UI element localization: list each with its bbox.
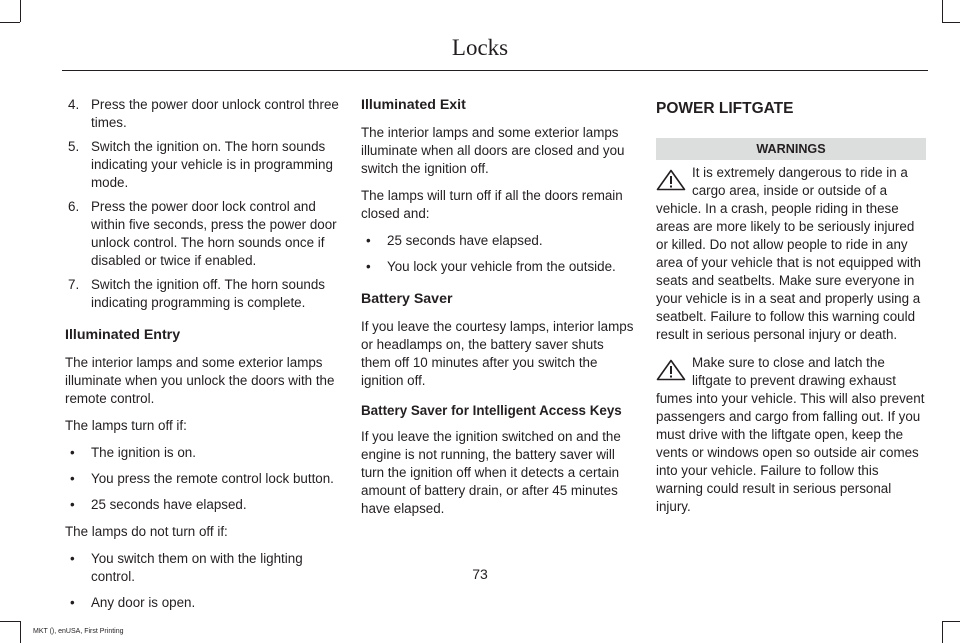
paragraph: If you leave the courtesy lamps, interior lamps or headlamps on, the battery saver shuts them off 10 minutes after you switch the ignition off. <box>361 319 634 388</box>
header-divider <box>62 70 928 71</box>
crop-mark <box>942 621 943 643</box>
list-item: • 25 seconds have elapsed. <box>70 497 247 512</box>
crop-mark <box>0 621 20 622</box>
middle-column <box>361 96 635 527</box>
section-heading-power-liftgate: POWER LIFTGATE <box>656 100 794 117</box>
page-title: Locks <box>451 35 509 60</box>
list-item: 5. Switch the ignition on. The horn sounds indicating your vehicle is in programming mode. <box>68 139 333 190</box>
bullet-icon: • <box>70 551 75 566</box>
bullet-icon: • <box>70 471 75 486</box>
list-item: • You switch them on with the lighting control. <box>70 551 303 584</box>
list-item: • 25 seconds have elapsed. <box>366 233 543 248</box>
subsection-heading: Battery Saver for Intelligent Access Keys <box>361 403 622 418</box>
bullet-icon: • <box>70 497 75 512</box>
crop-mark <box>942 621 960 622</box>
paragraph: The lamps turn off if: <box>65 418 187 433</box>
section-heading-battery-saver: Battery Saver <box>361 291 453 307</box>
bullet-icon: • <box>70 595 75 610</box>
list-item: • You lock your vehicle from the outside. <box>366 259 616 274</box>
section-heading-illuminated-exit: Illuminated Exit <box>361 97 466 113</box>
paragraph: The lamps do not turn off if: <box>65 524 228 539</box>
bullet-icon: • <box>366 233 371 248</box>
crop-mark <box>0 22 20 23</box>
section-heading-illuminated-entry: Illuminated Entry <box>65 327 181 343</box>
paragraph: If you leave the ignition switched on and the engine is not running, the battery saver will turn the ignition off when it detects a certain amount of battery drain, or after 45 minutes have elapsed. <box>361 429 621 516</box>
paragraph: The lamps will turn off if all the doors remain closed and: <box>361 188 623 221</box>
warning-triangle-icon <box>656 169 686 191</box>
warning-paragraph: Make sure to close and latch the liftgate to prevent drawing exhaust fumes into your vehicle. This will also prevent passengers and cargo from falling out. If you must drive with the liftgate open, keep the vents or windows open so outside air comes into your vehicle. Failure to follow this warning could result in serious personal injury. <box>656 355 925 514</box>
warning-paragraph: It is extremely dangerous to ride in a cargo area, inside or outside of a vehicle. In a crash, people riding in these areas are more likely to be seriously injured or killed. Do not allow people to ride in any area of your vehicle that is not equipped with seats and seatbelts. Make sure everyone in your vehicle is in a seat and properly using a seatbelt. Failure to follow this warning could result in serious personal injury or death. <box>656 165 922 342</box>
left-column <box>65 96 339 621</box>
paragraph: The interior lamps and some exterior lamps illuminate when all doors are closed and you switch the ignition off. <box>361 125 625 176</box>
bullet-list <box>361 232 635 276</box>
list-item: 6. Press the power door lock control and within five seconds, press the power door unlock control. The horn sounds once if disabled or twice if enabled. <box>68 199 337 268</box>
list-item: • You press the remote control lock button. <box>70 471 334 486</box>
bullet-icon: • <box>70 445 75 460</box>
list-item: • Any door is open. <box>70 595 196 610</box>
list-item: • The ignition is on. <box>70 445 196 460</box>
edition-footer: MKT (), enUSA, First Printing <box>33 628 124 635</box>
page-number: 73 <box>472 566 488 582</box>
programming-steps <box>65 96 339 312</box>
list-item: 7. Switch the ignition off. The horn sounds indicating programming is complete. <box>68 277 325 310</box>
paragraph: The interior lamps and some exterior lamps illuminate when you unlock the doors with the remote control. <box>65 355 335 406</box>
crop-mark <box>20 621 21 643</box>
crop-mark <box>942 22 960 23</box>
crop-mark <box>942 0 943 22</box>
right-column <box>656 96 926 525</box>
bullet-icon: • <box>366 259 371 274</box>
list-item: 4. Press the power door unlock control three times. <box>68 97 339 130</box>
crop-mark <box>20 0 21 22</box>
warning-triangle-icon <box>656 359 686 381</box>
warnings-banner: WARNINGS <box>656 138 926 160</box>
bullet-list <box>65 444 339 514</box>
